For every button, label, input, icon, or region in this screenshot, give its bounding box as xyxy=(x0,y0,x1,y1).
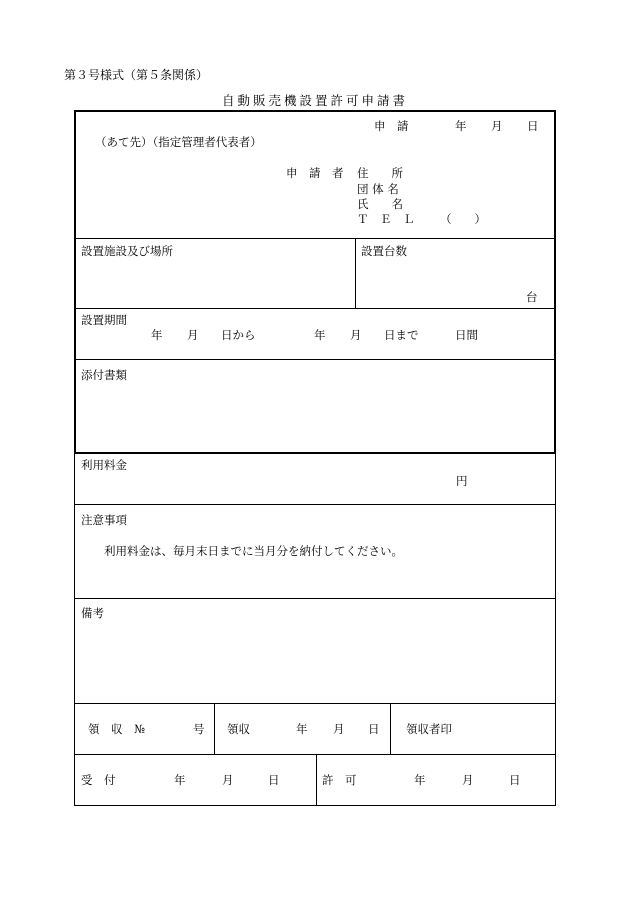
receiver-seal-label: 領収者印 xyxy=(406,722,452,736)
row-divider-6 xyxy=(74,703,556,704)
row-divider-5 xyxy=(74,598,556,599)
period-days: 日間 xyxy=(455,328,478,342)
location-count-divider xyxy=(355,238,356,308)
application-month: 月 xyxy=(491,119,503,133)
period-start-year: 年 xyxy=(151,328,163,342)
reception-year: 年 xyxy=(174,773,186,787)
form-number-label: 第３号様式（第５条関係） xyxy=(64,68,209,82)
period-end-day: 日まで xyxy=(384,328,419,342)
period-start-month: 月 xyxy=(187,328,199,342)
addressee-label: （あて先）（指定管理者代表者） xyxy=(95,135,262,149)
row-divider-1 xyxy=(74,238,556,239)
row-divider-7 xyxy=(74,754,556,755)
application-day: 日 xyxy=(527,119,539,133)
application-box xyxy=(74,110,556,454)
address-label: 住 所 xyxy=(357,166,403,180)
receipt-year: 年 xyxy=(296,722,308,736)
notes-label: 注意事項 xyxy=(81,513,127,527)
period-start-day: 日から xyxy=(221,328,256,342)
fee-unit: 円 xyxy=(456,474,468,488)
reception-month: 月 xyxy=(222,773,234,787)
unit-count-label: 設置台数 xyxy=(361,244,407,258)
row-divider-2 xyxy=(74,308,556,309)
name-label: 氏 名 xyxy=(357,197,403,211)
attachments-label: 添付書類 xyxy=(81,368,127,382)
reception-divider xyxy=(316,754,317,805)
reception-day: 日 xyxy=(268,773,280,787)
row-divider-3 xyxy=(74,359,556,360)
notes-text: 利用料金は、毎月末日までに当月分を納付してください。 xyxy=(104,544,403,558)
application-year: 年 xyxy=(455,119,467,133)
reception-label: 受 付 xyxy=(81,773,116,787)
fee-label: 利用料金 xyxy=(81,458,127,472)
tel-label: Ｔ Ｅ Ｌ xyxy=(357,212,415,226)
receipt-divider-1 xyxy=(214,703,215,754)
period-end-month: 月 xyxy=(350,328,362,342)
form-title: 自動販売機設置許可申請書 xyxy=(221,93,408,108)
receipt-day: 日 xyxy=(368,722,380,736)
application-date-label: 申 請 xyxy=(374,119,409,133)
bottom-border xyxy=(74,805,556,806)
receipt-divider-2 xyxy=(390,703,391,754)
location-label: 設置施設及び場所 xyxy=(81,244,173,258)
organization-label: 団 体 名 xyxy=(357,182,399,196)
tel-area-code-paren: （ ） xyxy=(440,212,486,226)
permit-month: 月 xyxy=(462,773,474,787)
applicant-label: 申 請 者 xyxy=(286,166,344,180)
receipt-number-label: 領 収 № xyxy=(88,722,145,736)
permit-label: 許 可 xyxy=(322,773,357,787)
permit-year: 年 xyxy=(414,773,426,787)
row-divider-4 xyxy=(74,504,556,505)
remarks-label: 備考 xyxy=(81,606,104,620)
receipt-month: 月 xyxy=(333,722,345,736)
unit-count-unit: 台 xyxy=(526,290,538,304)
period-label: 設置期間 xyxy=(81,313,127,327)
receipt-number-unit: 号 xyxy=(193,722,205,736)
period-end-year: 年 xyxy=(314,328,326,342)
receipt-date-label: 領収 xyxy=(227,722,250,736)
permit-day: 日 xyxy=(509,773,521,787)
